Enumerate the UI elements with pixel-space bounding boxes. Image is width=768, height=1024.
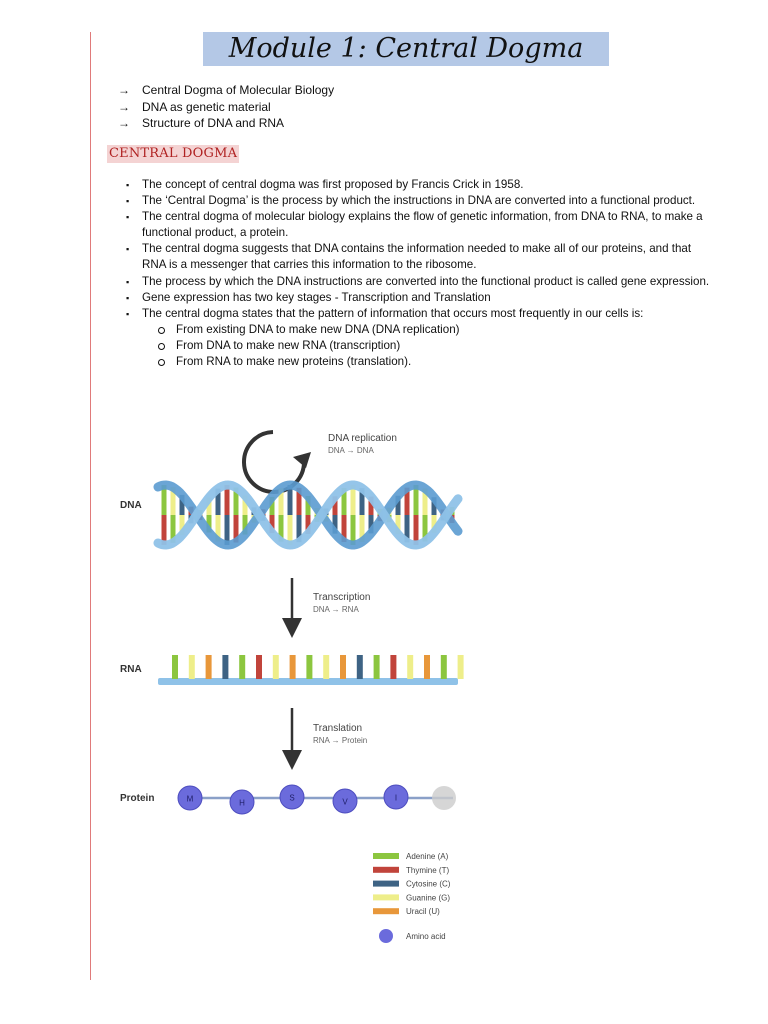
bullet-item: ▪ The concept of central dogma was first proposed by Francis Crick in 1958.: [124, 177, 714, 193]
rna-base: [424, 655, 430, 679]
protein-row-label: Protein: [120, 793, 155, 804]
bullet-list: [124, 177, 714, 370]
translation-label: Translation: [313, 723, 363, 734]
rna-base: [390, 655, 396, 679]
rna-base: [340, 655, 346, 679]
replication-cycle-icon: [244, 432, 311, 492]
legend-label: Uracil (U): [406, 907, 440, 917]
translation-sub-label: RNA → Protein: [313, 736, 368, 745]
amino-acid-label: S: [289, 793, 295, 803]
topic-item: → Structure of DNA and RNA: [118, 116, 285, 130]
legend-swatch: [373, 881, 399, 887]
rna-base: [357, 655, 363, 679]
bullet-item: ▪ Gene expression has two key stages - Transcription and Translation: [124, 290, 714, 306]
sub-bullet-list: [154, 322, 714, 370]
bullet-item: ▪ The central dogma states that the pattern of information that occurs most frequently in our cells is: From existing DNA to make new DNA (DNA replication) From DNA to make new RNA (transcription) From RNA to make new proteins (translation).: [124, 306, 714, 370]
rna-base: [239, 655, 245, 679]
section-heading: CENTRAL DOGMA: [109, 146, 238, 161]
bullet-item: ▪ The central dogma suggests that DNA contains the information needed to make all of our proteins, and that RNA is a messenger that carries this information to the ribosome.: [124, 241, 714, 273]
rna-base: [290, 655, 296, 679]
legend-swatch: [373, 867, 399, 873]
rna-base: [222, 655, 228, 679]
sub-bullet-item: From DNA to make new RNA (transcription): [154, 338, 714, 354]
sub-bullet-item: From existing DNA to make new DNA (DNA replication): [154, 322, 714, 338]
rna-row-label: RNA: [120, 664, 142, 675]
replication-label: DNA replication: [328, 433, 397, 444]
transcription-label: Transcription: [313, 592, 371, 603]
legend-label: Cytosine (C): [406, 879, 451, 889]
amino-acid-faded: [432, 786, 456, 810]
bullet-item: ▪ The central dogma of molecular biology explains the flow of genetic information, from DNA to RNA, to make a functional product, a protein.: [124, 209, 714, 241]
rna-base: [407, 655, 413, 679]
legend: [373, 852, 451, 943]
arrow-icon: →: [118, 83, 130, 97]
legend-label: Amino acid: [406, 932, 446, 941]
legend-amino-acid-icon: [379, 929, 393, 943]
rna-base: [458, 655, 464, 679]
sub-bullet-item: From RNA to make new proteins (translation).: [154, 354, 714, 370]
topic-item: → DNA as genetic material: [118, 99, 271, 114]
arrow-icon: →: [118, 116, 130, 130]
legend-label: Adenine (A): [406, 852, 449, 861]
rna-backbone: [158, 678, 458, 685]
rna-base: [374, 655, 380, 679]
central-dogma-diagram: [108, 410, 468, 955]
amino-acid-label: M: [186, 794, 194, 804]
transcription-sub-label: DNA → RNA: [313, 605, 359, 614]
dna-row-label: DNA: [120, 500, 142, 511]
topic-list: [118, 82, 334, 132]
protein-chain: [178, 785, 456, 814]
topic-item: → Central Dogma of Molecular Biology: [118, 83, 335, 97]
page-margin-line: [90, 32, 91, 980]
page-title: Module 1: Central Dogma: [203, 32, 609, 66]
legend-swatch: [373, 894, 399, 900]
rna-strand: [158, 655, 464, 685]
rna-base: [256, 655, 262, 679]
rna-base: [441, 655, 447, 679]
bullet-item: ▪ The ‘Central Dogma’ is the process by which the instructions in DNA are converted into a functional product.: [124, 193, 714, 209]
rna-base: [273, 655, 279, 679]
rna-base: [206, 655, 212, 679]
replication-sub-label: DNA → DNA: [328, 446, 374, 455]
arrow-icon: →: [118, 99, 130, 114]
rna-base: [172, 655, 178, 679]
bullet-item: ▪ The process by which the DNA instructions are converted into the functional product is called gene expression.: [124, 274, 714, 290]
rna-base: [306, 655, 312, 679]
amino-acid-label: V: [342, 797, 348, 807]
legend-swatch: [373, 853, 399, 859]
rna-base: [323, 655, 329, 679]
legend-label: Thymine (T): [406, 865, 450, 875]
legend-label: Guanine (G): [406, 893, 451, 903]
amino-acid-label: H: [239, 798, 245, 808]
rna-base: [189, 655, 195, 679]
legend-swatch: [373, 908, 399, 914]
amino-acid-label: I: [394, 793, 398, 803]
dna-double-helix: [158, 485, 458, 545]
